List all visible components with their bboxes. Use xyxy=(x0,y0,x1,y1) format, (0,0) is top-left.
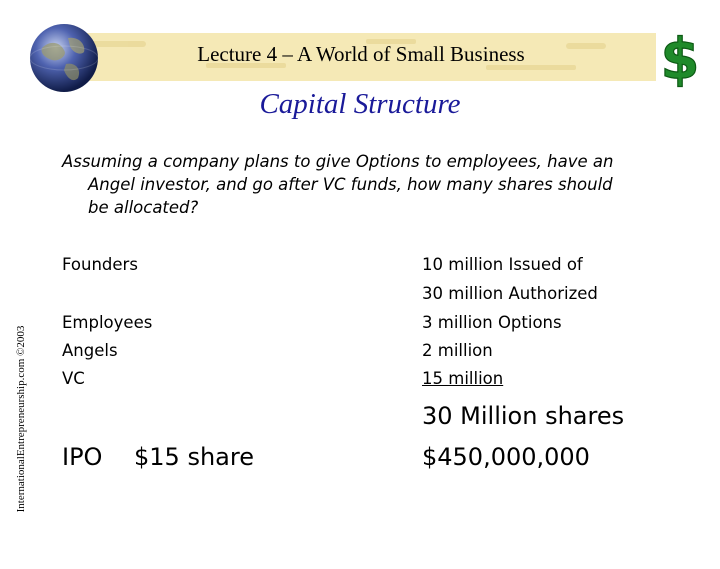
label-vc: VC xyxy=(62,369,85,388)
slide-title: Capital Structure xyxy=(259,88,461,120)
value-options: 3 million Options xyxy=(422,313,562,332)
intro-paragraph xyxy=(62,150,662,219)
value-angels: 2 million xyxy=(422,341,493,360)
ipo-price: $15 share xyxy=(134,443,254,471)
svg-text:$: $ xyxy=(660,27,700,88)
globe-icon xyxy=(28,22,100,94)
ipo-label: IPO xyxy=(62,443,103,471)
intro-line-1: Assuming a company plans to give Options to employees, have an xyxy=(62,152,614,171)
intro-line-3: be allocated? xyxy=(88,198,199,217)
copyright-text: InternationalEntrepreneurship.com ©2003 xyxy=(15,325,27,513)
header-title: Lecture 4 – A World of Small Business xyxy=(197,42,525,66)
label-angels: Angels xyxy=(62,341,118,360)
label-founders: Founders xyxy=(62,255,138,274)
intro-line-2: Angel investor, and go after VC funds, how many shares should xyxy=(88,175,613,194)
dollar-sign-icon xyxy=(654,22,706,88)
value-vc: 15 million xyxy=(422,369,504,388)
valuation: $450,000,000 xyxy=(422,443,590,471)
value-authorized: 30 million Authorized xyxy=(422,284,598,303)
total-shares: 30 Million shares xyxy=(422,402,625,430)
value-issued: 10 million Issued of xyxy=(422,255,583,274)
label-employees: Employees xyxy=(62,313,153,332)
